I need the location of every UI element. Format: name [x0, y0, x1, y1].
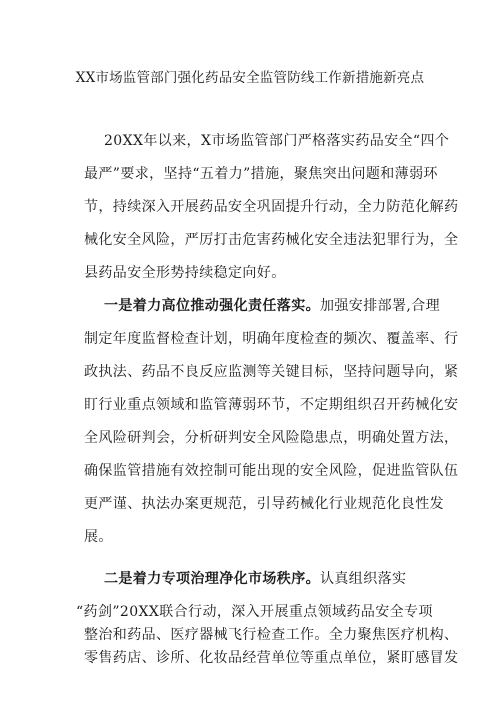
paragraph-3-line-4: 零售药店、诊所、化妆品经营单位等重点单位，紧盯感冒发 [84, 650, 459, 666]
paragraph-3-line-2: “药剑”20XX联合行动，深入开展重点领域药品安全专项 [76, 604, 433, 620]
paragraph-2-line-5: 全风险研判会，分析研判安全风险隐患点，明确处置方法， [84, 430, 459, 446]
paragraph-1-line-5: 县药品安全形势持续稳定向好。 [84, 265, 286, 281]
paragraph-2-line-7: 更严谨、执法办案更规范，引导药械化行业规范化良性发 [84, 496, 444, 512]
paragraph-3-line-3: 整治和药品、医疗器械飞行检查工作。全力聚焦医疗机构、 [84, 627, 459, 643]
paragraph-2-line-2: 制定年度监督检查计划，明确年度检查的频次、覆盖率、行 [84, 331, 459, 347]
paragraph-2-line-4: 盯行业重点领域和监管薄弱环节，不定期组织召开药械化安 [84, 397, 459, 413]
paragraph-1-line-1: 20XX年以来，X市场监管部门严格落实药品安全“四个 [104, 133, 450, 149]
paragraph-2-line-6: 确保监管措施有效控制可能出现的安全风险，促进监管队伍 [84, 463, 459, 479]
paragraph-1-line-2: 最严”要求，坚持“五着力”措施，聚焦突出问题和薄弱环 [84, 166, 438, 182]
paragraph-3-line-1 [104, 568, 406, 588]
document-title: XX市场监管部门强化药品安全监管防线工作新措施新亮点 [75, 70, 425, 86]
paragraph-2-line-8: 展。 [84, 529, 113, 545]
paragraph-1-line-3: 节，持续深入开展药品安全巩固提升行动，全力防范化解药 [84, 199, 459, 215]
paragraph-2-lead: 一是着力高位推动强化责任落实。 [104, 298, 320, 314]
paragraph-2-line-1 [104, 295, 440, 315]
paragraph-1-line-4: 械化安全风险，严厉打击危害药械化安全违法犯罪行为，全 [84, 232, 459, 248]
paragraph-2-first-rest: 加强安排部署,合理 [320, 298, 441, 314]
paragraph-3-lead: 二是着力专项治理净化市场秩序。 [104, 571, 320, 587]
paragraph-2-line-3: 政执法、药品不良反应监测等关键目标，坚持问题导向，紧 [84, 364, 459, 380]
paragraph-3-first-rest: 认真组织落实 [320, 571, 407, 587]
